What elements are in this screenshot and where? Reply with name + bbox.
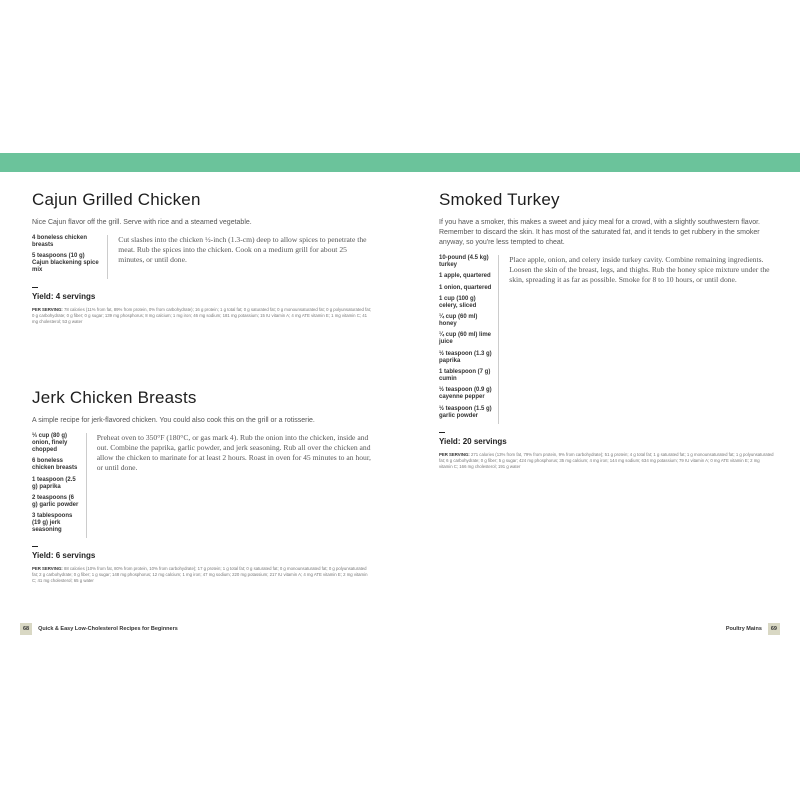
recipe-title: Jerk Chicken Breasts	[32, 388, 197, 407]
nutrition-label: PER SERVING:	[32, 566, 63, 572]
nutrition-info	[439, 452, 774, 470]
recipe-cajun-grilled-chicken	[32, 190, 372, 325]
yield: Yield: 20 servings	[439, 432, 774, 446]
nutrition-text: 78 calories (11% from fat, 89% from protein, 0% from carbohydrate); 16 g protein; 1 g total fat; 0 g saturated fat; 0 g monounsaturated fat; 0 g polyunsaturated fat; 0 g carbohydrate; 0 g fiber; 0 g sugar; 139 mg phosphorus; 8 mg calcium; 1 mg iron; 46 mg sodium; 181 mg potassium; 15 IU vitamin A; 4 mg ATE vitamin E; 1 mg vitamin C; 41 mg cholesterol; 53 g water	[32, 306, 372, 324]
ingredient: ½ teaspoon (1.5 g) garlic powder	[439, 405, 492, 419]
ingredient: ½ teaspoon (0.9 g) cayenne pepper	[439, 387, 492, 401]
recipe-smoked-turkey	[439, 190, 774, 470]
footer-right	[726, 623, 780, 635]
ingredient: 1 apple, quartered	[439, 273, 491, 280]
ingredient: 5 teaspoons (10 g) Cajun blackening spice mix	[32, 253, 99, 274]
ingredient: 2 teaspoons (6 g) garlic powder	[32, 494, 79, 508]
ingredient: 1 onion, quartered	[439, 284, 492, 291]
ingredients-list	[32, 235, 101, 279]
recipe-title: Cajun Grilled Chicken	[32, 190, 201, 209]
book-title: Quick & Easy Low-Cholesterol Recipes for Beginners	[38, 626, 178, 632]
nutrition-info	[32, 566, 372, 584]
ingredient: 1 tablespoon (7 g) cumin	[439, 369, 491, 383]
page-number: 69	[768, 623, 780, 635]
header-band	[0, 153, 800, 172]
nutrition-info	[32, 307, 372, 325]
recipe-intro: A simple recipe for jerk-flavored chicken. You could also cook this on the grill or a rotisserie.	[32, 417, 315, 424]
ingredient: ¼ cup (60 ml) honey	[439, 314, 478, 328]
ingredient: 6 boneless chicken breasts	[32, 458, 78, 472]
directions: Preheat oven to 350°F (180°C, or gas mark 4). Rub the onion into the chicken, inside and out. Combine the paprika, garlic powder, and jerk seasoning. Rub all over the chicken and allow the chicken to marinate for at least 2 hours. Roast in oven for 45 minutes to an hour, or until done.	[86, 433, 372, 538]
ingredients-list	[439, 255, 492, 424]
nutrition-text: 88 calories (10% from fat, 80% from protein, 10% from carbohydrate); 17 g protein; 1 g total fat; 0 g saturated fat; 0 g monounsaturated fat; 0 g polyunsaturated fat; 2 g carbohydrate; 0 g fiber; 1 g sugar; 148 mg phosphorus; 12 mg calcium; 1 mg iron; 47 mg sodium; 220 mg potassium; 217 IU vitamin A; 4 mg ATE vitamin E; 2 mg vitamin C; 41 mg cholesterol; 65 g water	[32, 566, 368, 584]
ingredient: 3 tablespoons (19 g) jerk seasoning	[32, 513, 73, 534]
yield: Yield: 6 servings	[32, 546, 372, 560]
ingredient: 10-pound (4.5 kg) turkey	[439, 255, 489, 268]
directions: Place apple, onion, and celery inside turkey cavity. Combine remaining ingredients. Loosen the skin of the breast, legs, and thighs. Rub the honey spice mixture under the skin, spreading it as far as possible. Smoke for 8 to 10 hours, or until done.	[498, 255, 774, 424]
yield: Yield: 4 servings	[32, 287, 372, 301]
nutrition-text: 271 calories (13% from fat, 79% from protein, 9% from carbohydrate); 51 g protein; 4 g total fat; 1 g saturated fat; 1 g monounsaturated fat; 1 g polyunsaturated fat; 6 g carbohydrate; 0 g fiber; 5 g sugar; 424 mg phosphorus; 35 mg calcium; 4 mg iron; 144 mg sodium; 634 mg potassium; 79 IU vitamin A; 0 mg ATE vitamin E; 2 mg vitamin C; 166 mg cholesterol; 191 g water	[439, 451, 774, 469]
directions: Cut slashes into the chicken ½-inch (1.3-cm) deep to allow spices to penetrate the meat. Rub the spices into the chicken. Cook on a medium grill for about 25 minutes, or until done.	[107, 235, 372, 279]
ingredients-list	[32, 433, 80, 538]
chapter-title: Poultry Mains	[725, 626, 762, 632]
footer-left	[20, 623, 178, 635]
recipe-title: Smoked Turkey	[439, 190, 560, 209]
recipe-intro: If you have a smoker, this makes a sweet and juicy meal for a crowd, with a slightly southwestern flavor. Remember to discard the skin. It has most of the saturated fat, and it tends to get rubbery in the smoker anyway, so you're less tempted to cheat.	[439, 219, 760, 246]
ingredient: ⅓ cup (80 g) onion, finely chopped	[32, 433, 68, 453]
nutrition-label: PER SERVING:	[439, 451, 470, 457]
ingredient: ¼ cup (60 ml) lime juice	[439, 332, 492, 346]
ingredient: 1 cup (100 g) celery, sliced	[439, 295, 477, 309]
ingredient: 1 teaspoon (2.5 g) paprika	[32, 476, 76, 490]
ingredient: 4 boneless chicken breasts	[32, 235, 88, 248]
nutrition-label: PER SERVING:	[32, 306, 63, 312]
recipe-jerk-chicken-breasts	[32, 388, 372, 584]
page-number: 68	[20, 623, 32, 635]
ingredient: ½ teaspoon (1.3 g) paprika	[439, 350, 492, 364]
recipe-intro: Nice Cajun flavor off the grill. Serve with rice and a steamed vegetable.	[32, 219, 252, 226]
